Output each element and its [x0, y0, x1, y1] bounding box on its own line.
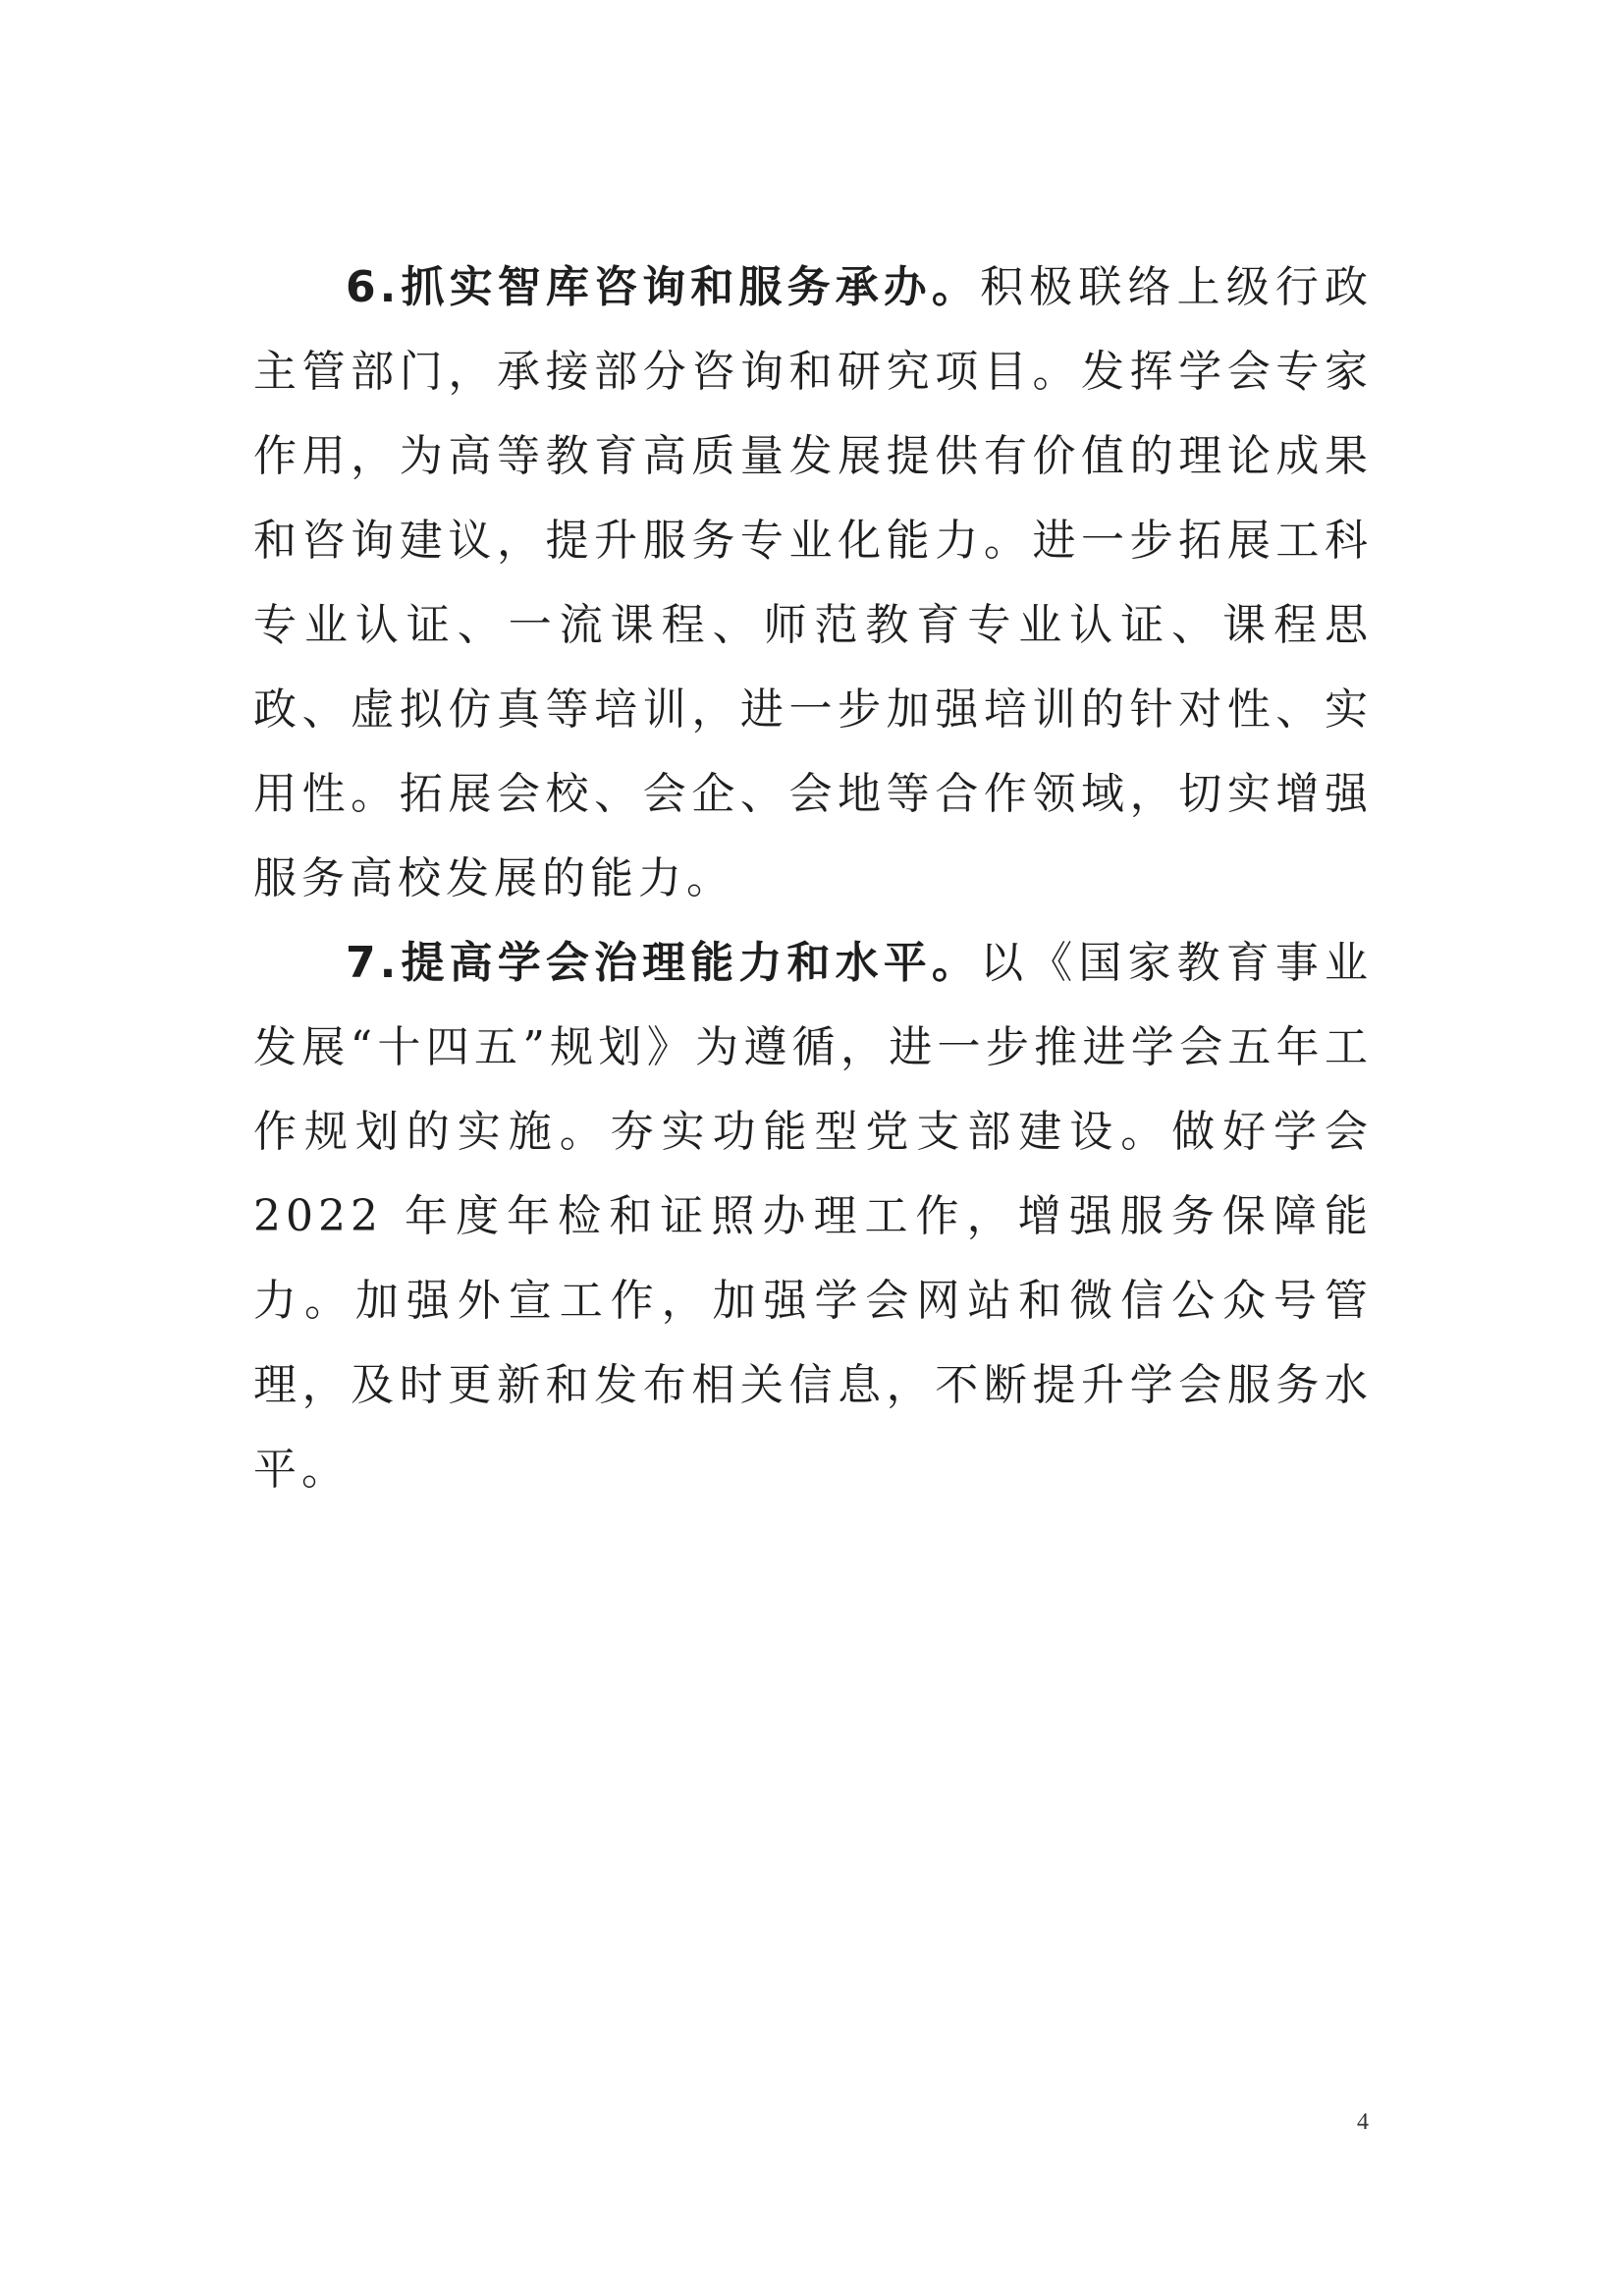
paragraph-6 [253, 246, 1373, 921]
paragraph-7-heading: 7.提高学会治理能力和水平。 [346, 938, 981, 988]
paragraph-7-body: 以《国家教育事业发展“十四五”规划》为遵循，进一步推进学会五年工作规划的实施。夯实功能型党支部建设。做好学会 2022 年度年检和证照办理工作，增强服务保障能力。加强外宣工作，加强学会网站和微信公众号管理，及时更新和发布相关信息，不断提升学会服务水平。 [253, 938, 1373, 1495]
paragraph-7 [253, 921, 1373, 1512]
page-number: 4 [1357, 2109, 1369, 2135]
paragraph-6-heading: 6.抓实智库咨询和服务承办。 [346, 262, 981, 312]
body-text [253, 246, 1373, 1512]
paragraph-6-body: 积极联络上级行政主管部门，承接部分咨询和研究项目。发挥学会专家作用，为高等教育高质量发展提供有价值的理论成果和咨询建议，提升服务专业化能力。进一步拓展工科专业认证、一流课程、师范教育专业认证、课程思政、虚拟仿真等培训，进一步加强培训的针对性、实用性。拓展会校、会企、会地等合作领域，切实增强服务高校发展的能力。 [253, 262, 1373, 903]
